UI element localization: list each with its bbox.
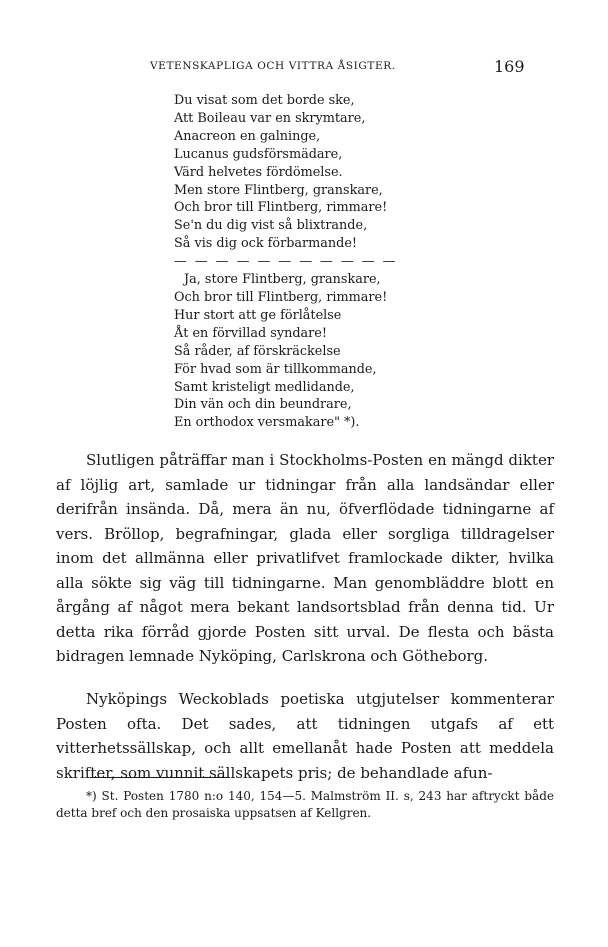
poem-line: Så råder, af förskräckelse — [174, 343, 341, 359]
poem-line: Att Boileau var en skrymtare, — [174, 110, 366, 126]
poem-line: Samt kristeligt medlidande, — [174, 379, 355, 395]
poem-line: För hvad som är tillkommande, — [174, 361, 377, 377]
poem-line: Värd helvetes fördömelse. — [174, 164, 343, 180]
footnote — [56, 788, 554, 822]
poem-line: Ja, store Flintberg, granskare, — [184, 272, 381, 288]
poem-line: Du visat som det borde ske, — [174, 93, 355, 108]
poem-line: Men store Flintberg, granskare, — [174, 182, 383, 198]
poem-line: Åt en förvillad syndare! — [174, 325, 327, 341]
running-head: VETENSKAPLIGA OCH VITTRA ÅSIGTER. — [150, 60, 396, 72]
poem-line: Anacreon en galninge, — [174, 128, 321, 144]
poem-line: Och bror till Flintberg, rimmare! — [174, 289, 388, 305]
poem-line: Lucanus gudsförsmädare, — [174, 146, 343, 162]
poem-line: En orthodox versmakare" *). — [174, 415, 360, 431]
poem-line: Din vän och din beundrare, — [174, 397, 352, 413]
poem-separator: — — — — — — — — — — — — [174, 254, 398, 270]
footnote-text: *) St. Posten 1780 n:o 140, 154—5. Malmström II. s, 243 har aftryckt både detta bref och den prosaiska uppsatsen af Kellgren. — [56, 789, 554, 820]
page-number: 169 — [494, 57, 525, 76]
body-paragraph: Slutligen påträffar man i Stockholms-Posten en mängd dikter af löjlig art, samlade ur tidningar från alla landsändar eller derifrån insända. Då, mera än nu, öfverflödade tidningarne af vers. Bröllop, begrafningar, glada eller sorgliga tilldragelser inom det allmänna eller privatlifvet framlockade dikter, hvilka alla sökte sig väg till tidningarne. Man genombläddre blott en årgång af något mera bekant landsortsblad från denna tid. Ur detta rika förråd gjorde Posten sitt urval. De flesta och bästa bidragen lemnade Nyköping, Carlskrona och Götheborg. — [56, 451, 554, 665]
poem-block — [174, 92, 397, 432]
poem-line: Så vis dig ock förbarmande! — [174, 236, 358, 252]
poem-line: Se'n du dig vist så blixtrande, — [174, 218, 368, 234]
poem-line: Hur stort att ge förlåtelse — [174, 307, 342, 323]
poem-line: Och bror till Flintberg, rimmare! — [174, 200, 388, 216]
body-paragraph: Nyköpings Weckoblads poetiska utgjutelser kommenterar Posten ofta. Det sades, att tidningen utgafs af ett vitterhetssällskap, och allt emellanåt hade Posten att meddela skrifter, som vunnit sällskapets pris; de behandlade afun- — [56, 690, 554, 782]
footnote-divider — [90, 777, 230, 778]
